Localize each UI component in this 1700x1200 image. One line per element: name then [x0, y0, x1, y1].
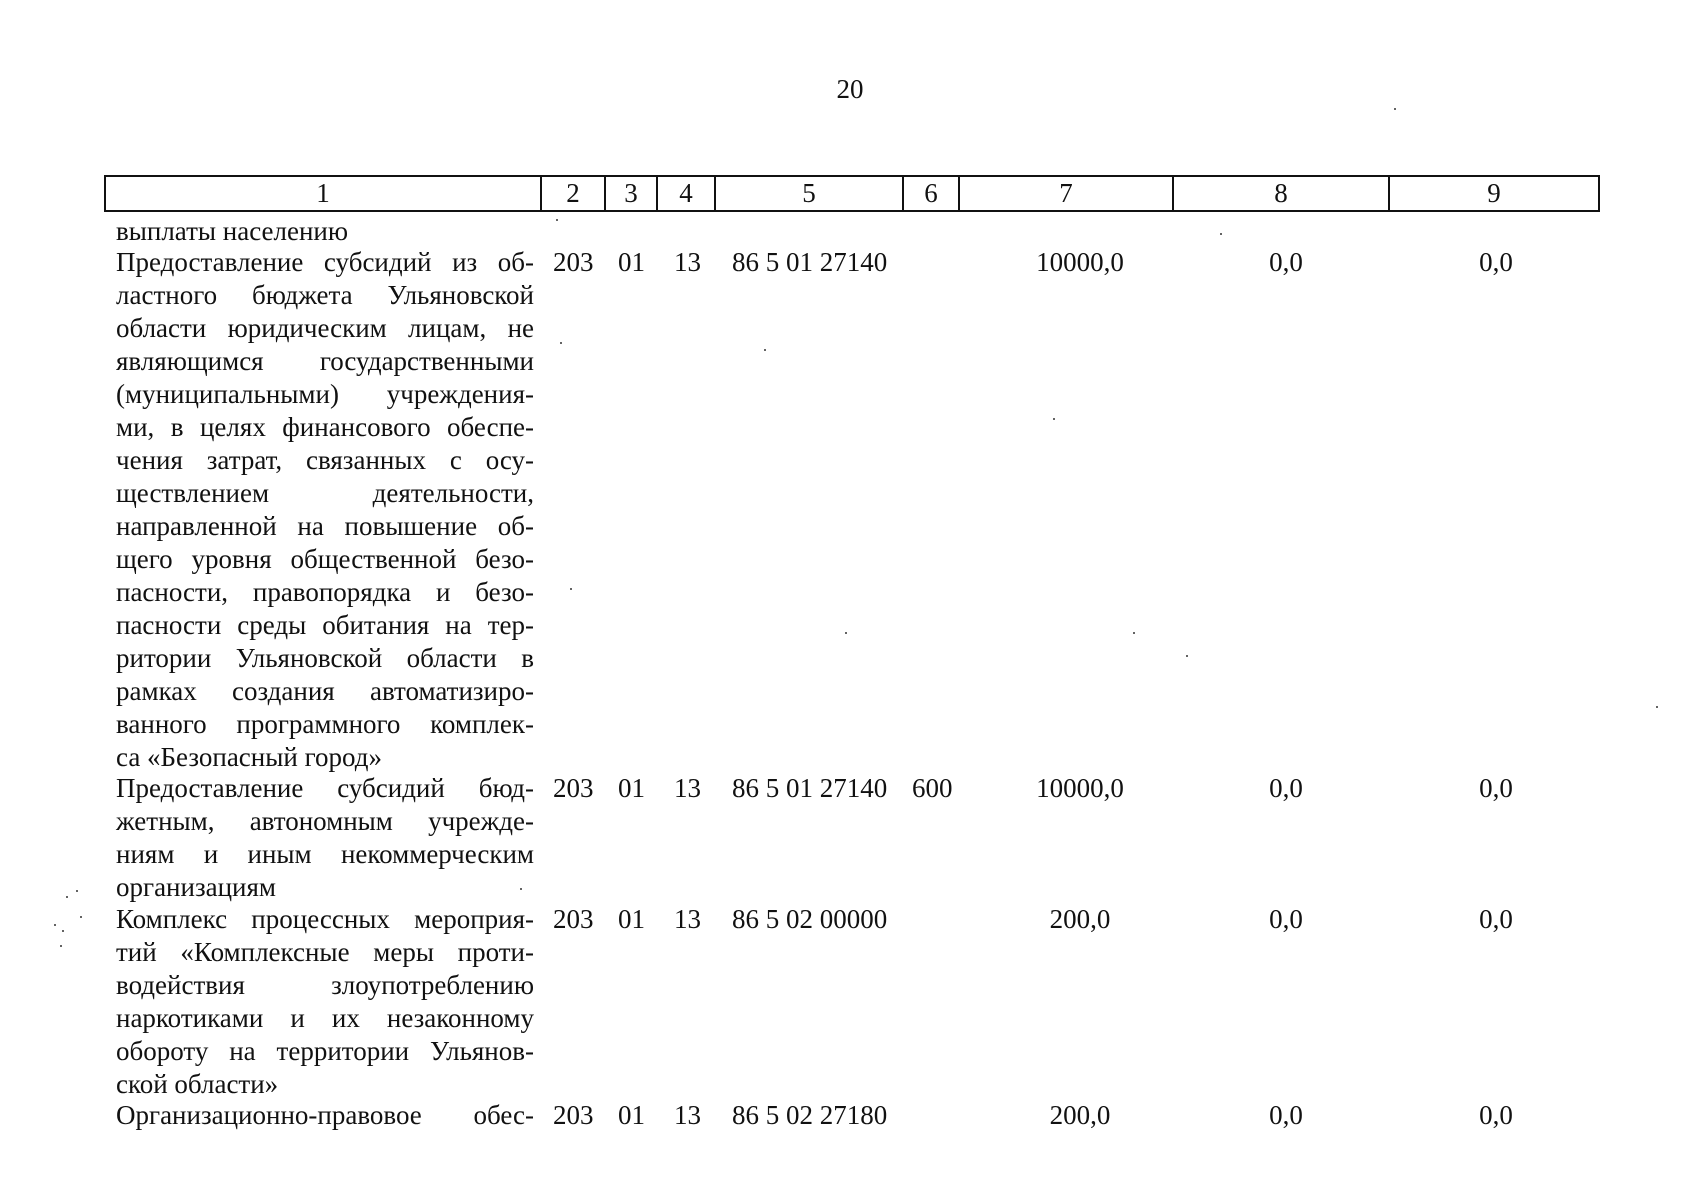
scan-speck — [54, 924, 56, 926]
row-3-col-4: 13 — [674, 904, 701, 934]
scan-speck — [570, 588, 572, 590]
row-2-col-6: 600 — [912, 773, 953, 803]
row-2-col-4: 13 — [674, 773, 701, 803]
row-1-line: ванного программного комплек- — [116, 709, 534, 739]
row-1-line: пасности, правопорядка и безо- — [116, 577, 534, 607]
scan-speck — [1394, 108, 1396, 110]
header-col-6: 6 — [903, 176, 959, 211]
row-4-col-3: 01 — [618, 1100, 645, 1130]
header-col-1: 1 — [105, 176, 541, 211]
row-1-line: са «Безопасный город» — [116, 742, 382, 772]
row-1-line: ластного бюджета Ульяновской — [116, 280, 534, 310]
header-col-5: 5 — [715, 176, 903, 211]
row-3-line: обороту на территории Ульянов- — [116, 1036, 534, 1066]
scan-speck — [76, 890, 78, 892]
row-3-description — [116, 903, 534, 1101]
row-1-description — [116, 246, 534, 774]
header-col-9: 9 — [1389, 176, 1599, 211]
row-3-col-2: 203 — [553, 904, 594, 934]
scan-speck — [520, 888, 522, 890]
row-4-col-5: 86 5 02 27180 — [732, 1100, 888, 1130]
row-1-line: ществлением деятельности, — [116, 478, 534, 508]
header-col-7: 7 — [959, 176, 1173, 211]
row-1-line: области юридическим лицам, не — [116, 313, 534, 343]
row-4-col-2: 203 — [553, 1100, 594, 1130]
row-1-col-8: 0,0 — [1269, 247, 1303, 277]
row-2-description — [116, 772, 534, 904]
scan-speck — [1053, 418, 1055, 420]
row-4-col-7: 200,0 — [1049, 1100, 1111, 1130]
scan-speck — [1186, 655, 1188, 657]
row-2-col-7: 10000,0 — [1036, 773, 1124, 803]
row-1-line: направленной на повышение об- — [116, 511, 534, 541]
row-2-col-9: 0,0 — [1479, 773, 1513, 803]
row-1-line: рамках создания автоматизиро- — [116, 676, 534, 706]
scan-speck — [556, 219, 558, 221]
row-1-line: Предоставление субсидий из об- — [116, 247, 534, 277]
row-3-line: водействия злоупотреблению — [116, 970, 534, 1000]
row-3-col-7: 200,0 — [1049, 904, 1111, 934]
row-3-col-5: 86 5 02 00000 — [732, 904, 888, 934]
row-3-col-9: 0,0 — [1479, 904, 1513, 934]
row-2-line: Предоставление субсидий бюд- — [116, 773, 534, 803]
row-3-col-8: 0,0 — [1269, 904, 1303, 934]
page-number: 20 — [836, 74, 864, 104]
row-4-line: Организационно-правовое обес- — [116, 1100, 534, 1130]
row-1-col-7: 10000,0 — [1036, 247, 1124, 277]
row-3-line: наркотиками и их незаконному — [116, 1003, 534, 1033]
header-col-3: 3 — [605, 176, 657, 211]
row-2-line: организациям — [116, 872, 277, 902]
row-2-col-2: 203 — [553, 773, 594, 803]
row-1-col-3: 01 — [618, 247, 645, 277]
row-1-col-2: 203 — [553, 247, 594, 277]
row-1-line: щего уровня общественной безо- — [116, 544, 534, 574]
row-1-col-9: 0,0 — [1479, 247, 1513, 277]
row-4-description — [116, 1099, 534, 1132]
row-2-col-8: 0,0 — [1269, 773, 1303, 803]
scan-speck — [1220, 233, 1222, 235]
row-2-line: жетным, автономным учрежде- — [116, 806, 534, 836]
row-1-line: чения затрат, связанных с осу- — [116, 445, 534, 475]
row-1-line: пасности среды обитания на тер- — [116, 610, 534, 640]
continuation-text: выплаты населению — [116, 216, 349, 246]
scan-speck — [1133, 632, 1135, 634]
row-2-line: ниям и иным некоммерческим — [116, 839, 534, 869]
scan-speck — [80, 916, 82, 918]
row-1-line: (муниципальными) учреждения- — [116, 379, 534, 409]
row-1-line: ритории Ульяновской области в — [116, 643, 534, 673]
row-4-col-4: 13 — [674, 1100, 701, 1130]
scan-speck — [66, 896, 68, 898]
scan-speck — [60, 945, 62, 947]
scan-speck — [62, 930, 64, 932]
scan-speck — [764, 349, 766, 351]
row-1-line: являющимся государственными — [116, 346, 534, 376]
row-1-col-5: 86 5 01 27140 — [732, 247, 888, 277]
header-col-8: 8 — [1173, 176, 1389, 211]
row-2-col-3: 01 — [618, 773, 645, 803]
row-3-line: ской области» — [116, 1069, 279, 1099]
row-1-line: ми, в целях финансового обеспе- — [116, 412, 534, 442]
row-3-line: тий «Комплексные меры проти- — [116, 937, 534, 967]
row-1-col-4: 13 — [674, 247, 701, 277]
row-3-col-3: 01 — [618, 904, 645, 934]
column-number-header — [104, 175, 1600, 212]
header-col-4: 4 — [657, 176, 715, 211]
scan-speck — [560, 342, 562, 344]
row-4-col-9: 0,0 — [1479, 1100, 1513, 1130]
row-3-line: Комплекс процессных мероприя- — [116, 904, 534, 934]
scan-speck — [845, 632, 847, 634]
row-2-col-5: 86 5 01 27140 — [732, 773, 888, 803]
header-col-2: 2 — [541, 176, 605, 211]
row-4-col-8: 0,0 — [1269, 1100, 1303, 1130]
scan-speck — [1656, 706, 1658, 708]
